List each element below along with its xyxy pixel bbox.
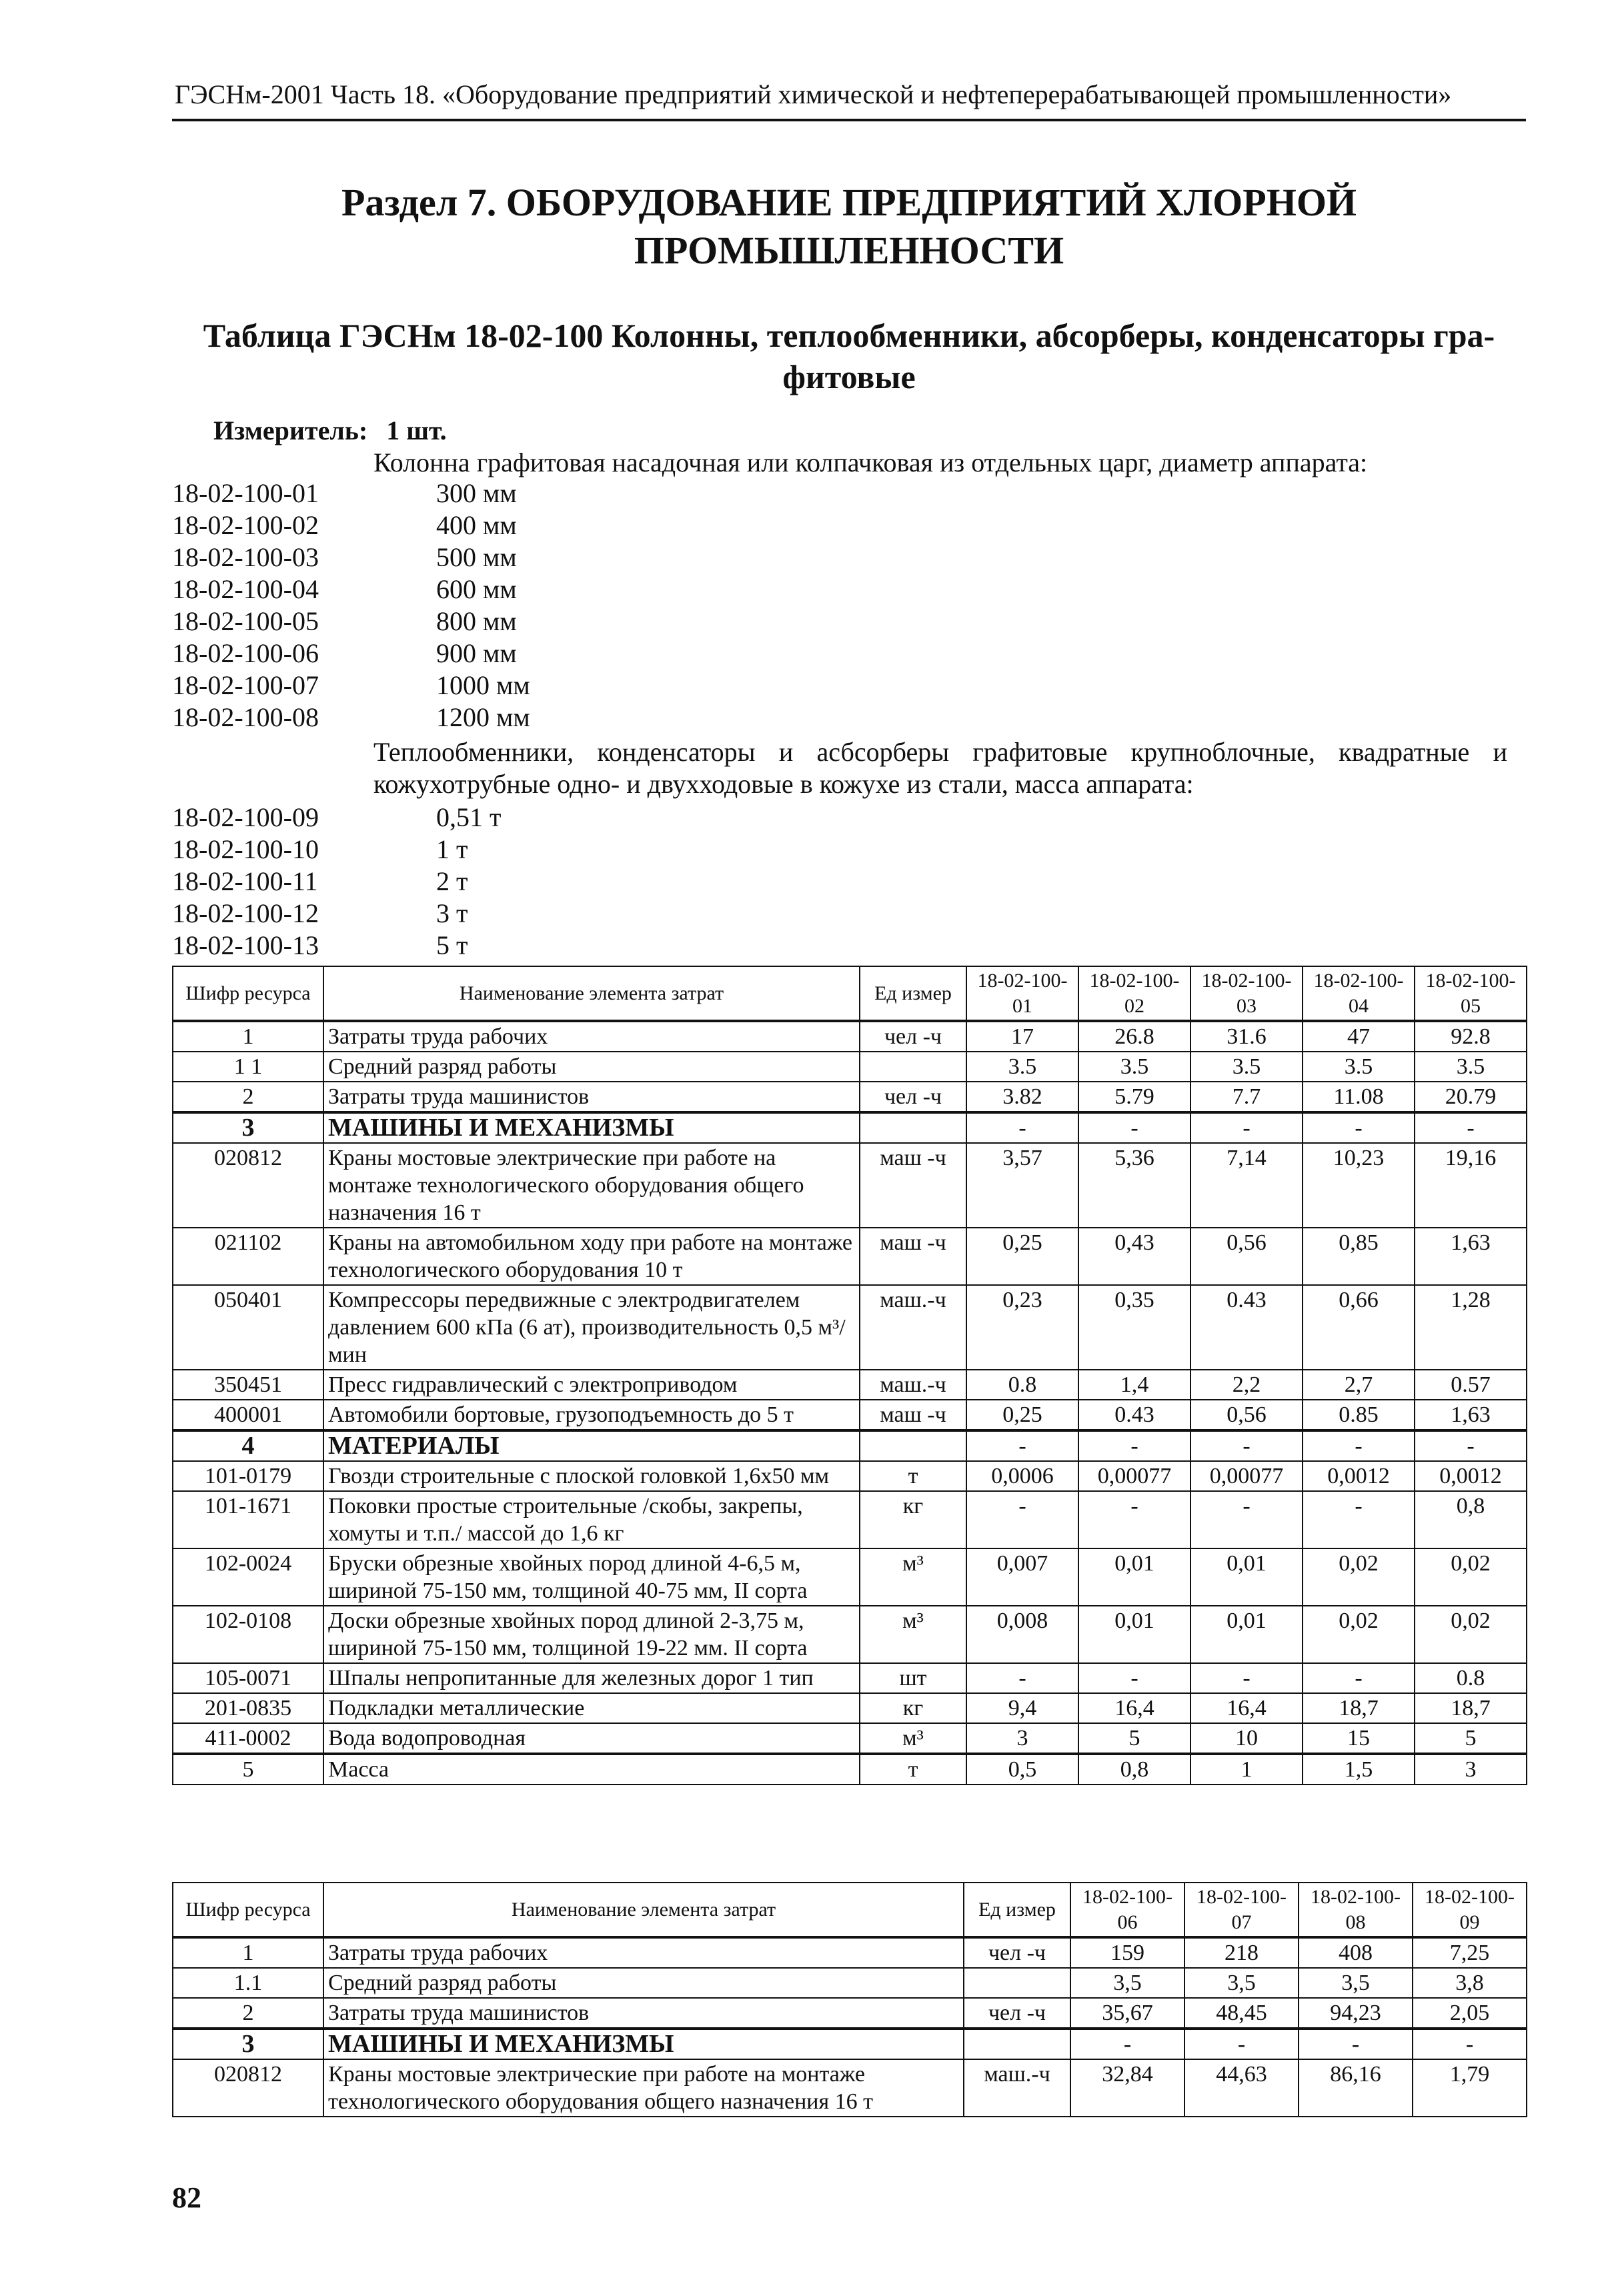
resource-code: 1.1	[173, 1968, 323, 1998]
value-cell: 3	[966, 1723, 1078, 1754]
value-cell: 3.5	[1078, 1052, 1190, 1082]
unit: м³	[860, 1548, 966, 1606]
value-cell: 1,5	[1303, 1754, 1415, 1785]
table-row	[173, 1693, 1527, 1723]
table-row	[173, 1606, 1527, 1663]
unit: чел -ч	[860, 1021, 966, 1052]
value-cell: -	[1078, 1430, 1190, 1461]
value-cell: 3.5	[1190, 1052, 1303, 1082]
table-row	[173, 1430, 1527, 1461]
value-cell: 0,56	[1190, 1400, 1303, 1430]
code-value: 1200 мм	[436, 702, 530, 732]
resource-code: 3	[173, 2029, 323, 2059]
value-cell: 9,4	[966, 1693, 1078, 1723]
table-header-cell: 18-02-100-07	[1184, 1883, 1299, 1937]
code: 18-02-100-05	[172, 606, 319, 636]
value-cell: 0,66	[1303, 1285, 1415, 1370]
cost-element: МАШИНЫ И МЕХАНИЗМЫ	[323, 2029, 964, 2059]
unit: чел -ч	[964, 1998, 1070, 2029]
resource-table-1	[172, 966, 1527, 1785]
value-cell: -	[1190, 1663, 1303, 1693]
code-value: 400 мм	[436, 510, 517, 540]
table-row	[173, 1663, 1527, 1693]
code: 18-02-100-03	[172, 542, 319, 572]
table-row	[173, 1723, 1527, 1754]
cost-element: Доски обрезные хвойных пород длиной 2-3,75 м, шириной 75-150 мм, толщиной 19-22 мм. II сорта	[323, 1606, 860, 1663]
code-value: 3 т	[436, 898, 468, 928]
table-header-cell: 18-02-100-04	[1303, 966, 1415, 1021]
value-cell: 44,63	[1184, 2059, 1299, 2117]
code-row	[172, 638, 517, 670]
cost-element: Шпалы непропитанные для железных дорог 1 тип	[323, 1663, 860, 1693]
value-cell: -	[1078, 1663, 1190, 1693]
value-cell: 47	[1303, 1021, 1415, 1052]
value-cell: 7,14	[1190, 1143, 1303, 1228]
value-cell: 0.8	[966, 1370, 1078, 1400]
code-row	[172, 866, 468, 898]
code: 18-02-100-12	[172, 898, 319, 928]
value-cell: 2,05	[1413, 1998, 1527, 2029]
value-cell: 16,4	[1190, 1693, 1303, 1723]
value-cell: 0,00077	[1190, 1461, 1303, 1491]
cost-element: Масса	[323, 1754, 860, 1785]
resource-code: 411-0002	[173, 1723, 323, 1754]
meter-label: Измеритель:	[213, 415, 368, 445]
value-cell: 0.43	[1190, 1285, 1303, 1370]
resource-code: 5	[173, 1754, 323, 1785]
unit	[964, 1968, 1070, 1998]
group-heading: Теплообменники, конденсаторы и асбсорберы графитовые крупноблочные, квадратные и кожухотрубные одно- и двухходовые в кожухе из стали, масса аппарата:	[373, 737, 1507, 799]
code: 18-02-100-10	[172, 834, 319, 864]
value-cell: 94,23	[1299, 1998, 1413, 2029]
value-cell: 0,02	[1303, 1548, 1415, 1606]
value-cell: 31.6	[1190, 1021, 1303, 1052]
code: 18-02-100-02	[172, 510, 319, 540]
table-row	[173, 1754, 1527, 1785]
value-cell: 0,23	[966, 1285, 1078, 1370]
value-cell: 0,85	[1303, 1228, 1415, 1285]
table-header-cell: Ед измер	[964, 1883, 1070, 1937]
table-header-cell: 18-02-100-03	[1190, 966, 1303, 1021]
code: 18-02-100-09	[172, 802, 319, 832]
unit: маш.-ч	[964, 2059, 1070, 2117]
value-cell: 10	[1190, 1723, 1303, 1754]
code: 18-02-100-13	[172, 930, 319, 960]
value-cell: 159	[1070, 1937, 1184, 1968]
code-row	[172, 670, 530, 702]
table-title	[172, 315, 1526, 397]
value-cell: 0,02	[1415, 1548, 1527, 1606]
value-cell: 3.5	[1303, 1052, 1415, 1082]
resource-code: 021102	[173, 1228, 323, 1285]
value-cell: -	[966, 1112, 1078, 1143]
value-cell: 26.8	[1078, 1021, 1190, 1052]
table-header-cell: Наименование элемента затрат	[323, 966, 860, 1021]
value-cell: 0,8	[1078, 1754, 1190, 1785]
value-cell: 1	[1190, 1754, 1303, 1785]
value-cell: 35,67	[1070, 1998, 1184, 2029]
value-cell: 7,25	[1413, 1937, 1527, 1968]
value-cell: 2,7	[1303, 1370, 1415, 1400]
value-cell: 0,0006	[966, 1461, 1078, 1491]
table-row	[173, 2029, 1527, 2059]
cost-element: Подкладки металлические	[323, 1693, 860, 1723]
value-cell: 0,8	[1415, 1491, 1527, 1548]
code-row	[172, 477, 517, 509]
unit: м³	[860, 1723, 966, 1754]
table-row	[173, 1998, 1527, 2029]
code-value: 500 мм	[436, 542, 517, 572]
value-cell: 218	[1184, 1937, 1299, 1968]
code: 18-02-100-04	[172, 574, 319, 604]
table-title-line: Таблица ГЭСНм 18-02-100 Колонны, теплообменники, абсорберы, конденсаторы гра-	[203, 317, 1495, 354]
page-number: 82	[172, 2181, 201, 2214]
cost-element: Вода водопроводная	[323, 1723, 860, 1754]
value-cell: 5	[1078, 1723, 1190, 1754]
cost-element: Средний разряд работы	[323, 1968, 964, 1998]
value-cell: 0,01	[1190, 1606, 1303, 1663]
value-cell: 0,25	[966, 1228, 1078, 1285]
value-cell: 0,007	[966, 1548, 1078, 1606]
value-cell: 1,28	[1415, 1285, 1527, 1370]
code-row	[172, 834, 468, 866]
section-title-line: ПРОМЫШЛЕННОСТИ	[634, 229, 1064, 272]
code-value: 900 мм	[436, 638, 517, 668]
resource-code: 1	[173, 1021, 323, 1052]
value-cell: -	[1413, 2029, 1527, 2059]
meter-value: 1 шт.	[386, 415, 447, 445]
cost-element: Краны на автомобильном ходу при работе на монтаже технологического оборудования 10 т	[323, 1228, 860, 1285]
unit	[860, 1430, 966, 1461]
cost-element: Бруски обрезные хвойных пород длиной 4-6,5 м, шириной 75-150 мм, толщиной 40-75 мм, II сорта	[323, 1548, 860, 1606]
value-cell: 19,16	[1415, 1143, 1527, 1228]
value-cell: -	[1190, 1491, 1303, 1548]
value-cell: -	[966, 1663, 1078, 1693]
table-row	[173, 1548, 1527, 1606]
table-header-cell: Наименование элемента затрат	[323, 1883, 964, 1937]
code-value: 800 мм	[436, 606, 517, 636]
code-row	[172, 509, 517, 541]
unit: чел -ч	[860, 1082, 966, 1112]
code-row	[172, 930, 468, 962]
code-row	[172, 702, 530, 734]
value-cell: -	[1303, 1663, 1415, 1693]
code-value: 300 мм	[436, 478, 517, 508]
value-cell: 3,8	[1413, 1968, 1527, 1998]
code-row	[172, 606, 517, 638]
unit	[860, 1052, 966, 1082]
unit: кг	[860, 1693, 966, 1723]
unit: маш.-ч	[860, 1370, 966, 1400]
value-cell: 32,84	[1070, 2059, 1184, 2117]
resource-code: 2	[173, 1082, 323, 1112]
value-cell: 1,63	[1415, 1228, 1527, 1285]
resource-code: 020812	[173, 1143, 323, 1228]
value-cell: 5.79	[1078, 1082, 1190, 1112]
code-row	[172, 898, 468, 930]
value-cell: 0,35	[1078, 1285, 1190, 1370]
code-value: 1 т	[436, 834, 468, 864]
cost-element: Автомобили бортовые, грузоподъемность до 5 т	[323, 1400, 860, 1430]
resource-code: 4	[173, 1430, 323, 1461]
value-cell: -	[1184, 2029, 1299, 2059]
value-cell: 0,02	[1303, 1606, 1415, 1663]
value-cell: 408	[1299, 1937, 1413, 1968]
value-cell: 0,01	[1078, 1606, 1190, 1663]
code-value: 600 мм	[436, 574, 517, 604]
resource-code: 102-0024	[173, 1548, 323, 1606]
meter	[213, 415, 466, 446]
value-cell: 48,45	[1184, 1998, 1299, 2029]
unit: м³	[860, 1606, 966, 1663]
value-cell: -	[1415, 1112, 1527, 1143]
cost-element: Затраты труда рабочих	[323, 1021, 860, 1052]
value-cell: 10,23	[1303, 1143, 1415, 1228]
table-row	[173, 1937, 1527, 1968]
section-title	[172, 179, 1526, 275]
cost-element: МАТЕРИАЛЫ	[323, 1430, 860, 1461]
value-cell: 0,25	[966, 1400, 1078, 1430]
value-cell: 0,56	[1190, 1228, 1303, 1285]
unit: маш -ч	[860, 1143, 966, 1228]
cost-element: МАШИНЫ И МЕХАНИЗМЫ	[323, 1112, 860, 1143]
code: 18-02-100-01	[172, 478, 319, 508]
resource-code: 1 1	[173, 1052, 323, 1082]
value-cell: 3,5	[1070, 1968, 1184, 1998]
table-row	[173, 1285, 1527, 1370]
unit: т	[860, 1461, 966, 1491]
code-row	[172, 802, 501, 834]
code-value: 1000 мм	[436, 670, 530, 700]
table-row	[173, 1228, 1527, 1285]
value-cell: 11.08	[1303, 1082, 1415, 1112]
table-header-cell: Шифр ресурса	[173, 966, 323, 1021]
table-header-cell: Шифр ресурса	[173, 1883, 323, 1937]
cost-element: Средний разряд работы	[323, 1052, 860, 1082]
value-cell: 2,2	[1190, 1370, 1303, 1400]
table-row	[173, 1052, 1527, 1082]
value-cell: -	[1303, 1491, 1415, 1548]
value-cell: 3,5	[1299, 1968, 1413, 1998]
value-cell: 3	[1415, 1754, 1527, 1785]
section-title-line: Раздел 7. ОБОРУДОВАНИЕ ПРЕДПРИЯТИЙ ХЛОРНОЙ	[341, 181, 1357, 224]
cost-element: Компрессоры передвижные с электродвигателем давлением 600 кПа (6 ат), производительность 0,5 м³/мин	[323, 1285, 860, 1370]
code-value: 0,51 т	[436, 802, 502, 832]
value-cell: 0,43	[1078, 1228, 1190, 1285]
unit	[860, 1112, 966, 1143]
header-rule	[172, 119, 1526, 121]
value-cell: 1,4	[1078, 1370, 1190, 1400]
value-cell: 3,57	[966, 1143, 1078, 1228]
value-cell: -	[1190, 1112, 1303, 1143]
table-header-cell: 18-02-100-02	[1078, 966, 1190, 1021]
cost-element: Затраты труда машинистов	[323, 1082, 860, 1112]
unit: маш.-ч	[860, 1285, 966, 1370]
table-row	[173, 1491, 1527, 1548]
code: 18-02-100-11	[172, 866, 318, 896]
code-row	[172, 573, 517, 606]
table-title-line: фитовые	[782, 358, 916, 395]
resource-code: 3	[173, 1112, 323, 1143]
table-row	[173, 1400, 1527, 1430]
value-cell: 15	[1303, 1723, 1415, 1754]
running-header: ГЭСНм-2001 Часть 18. «Оборудование предприятий химической и нефтеперерабатывающей промышленности»	[175, 79, 1452, 109]
value-cell: -	[1303, 1430, 1415, 1461]
table-row	[173, 2059, 1527, 2117]
unit: чел -ч	[964, 1937, 1070, 1968]
value-cell: 86,16	[1299, 2059, 1413, 2117]
code: 18-02-100-07	[172, 670, 319, 700]
value-cell: 5	[1415, 1723, 1527, 1754]
value-cell: -	[1070, 2029, 1184, 2059]
value-cell: 0,01	[1078, 1548, 1190, 1606]
value-cell: 0.8	[1415, 1663, 1527, 1693]
table-header-cell: 18-02-100-06	[1070, 1883, 1184, 1937]
cost-element: Пресс гидравлический с электроприводом	[323, 1370, 860, 1400]
cost-element: Поковки простые строительные /скобы, закрепы, хомуты и т.п./ массой до 1,6 кг	[323, 1491, 860, 1548]
resource-code: 350451	[173, 1370, 323, 1400]
resource-code: 105-0071	[173, 1663, 323, 1693]
value-cell: 0,01	[1190, 1548, 1303, 1606]
resource-code: 101-1671	[173, 1491, 323, 1548]
resource-code: 020812	[173, 2059, 323, 2117]
code-row	[172, 541, 517, 573]
unit: маш -ч	[860, 1228, 966, 1285]
value-cell: 16,4	[1078, 1693, 1190, 1723]
value-cell: 5,36	[1078, 1143, 1190, 1228]
unit: шт	[860, 1663, 966, 1693]
value-cell: 0,00077	[1078, 1461, 1190, 1491]
group-heading: Колонна графитовая насадочная или колпачковая из отдельных царг, диаметр аппарата:	[373, 447, 1368, 477]
table-row	[173, 1461, 1527, 1491]
table-row	[173, 1968, 1527, 1998]
resource-code: 201-0835	[173, 1693, 323, 1723]
value-cell: -	[966, 1491, 1078, 1548]
value-cell: 20.79	[1415, 1082, 1527, 1112]
resource-table-2	[172, 1882, 1527, 2117]
value-cell: 92.8	[1415, 1021, 1527, 1052]
cost-element: Краны мостовые электрические при работе на монтаже технологического оборудования общего назначения 16 т	[323, 2059, 964, 2117]
resource-code: 101-0179	[173, 1461, 323, 1491]
cost-element: Затраты труда рабочих	[323, 1937, 964, 1968]
value-cell: -	[1190, 1430, 1303, 1461]
code-value: 5 т	[436, 930, 468, 960]
resource-code: 2	[173, 1998, 323, 2029]
value-cell: 1,63	[1415, 1400, 1527, 1430]
unit: маш -ч	[860, 1400, 966, 1430]
table-row	[173, 1112, 1527, 1143]
code: 18-02-100-06	[172, 638, 319, 668]
table-row	[173, 1370, 1527, 1400]
value-cell: 0,02	[1415, 1606, 1527, 1663]
table-header-cell: Ед измер	[860, 966, 966, 1021]
value-cell: 3.5	[966, 1052, 1078, 1082]
value-cell: -	[1078, 1112, 1190, 1143]
value-cell: 1,79	[1413, 2059, 1527, 2117]
value-cell: -	[1078, 1491, 1190, 1548]
unit: т	[860, 1754, 966, 1785]
value-cell: -	[966, 1430, 1078, 1461]
table-header-cell: 18-02-100-05	[1415, 966, 1527, 1021]
unit: кг	[860, 1491, 966, 1548]
value-cell: 3,5	[1184, 1968, 1299, 1998]
table-row	[173, 1021, 1527, 1052]
value-cell: -	[1303, 1112, 1415, 1143]
table-header-cell: 18-02-100-08	[1299, 1883, 1413, 1937]
value-cell: -	[1415, 1430, 1527, 1461]
value-cell: 17	[966, 1021, 1078, 1052]
value-cell: 18,7	[1303, 1693, 1415, 1723]
value-cell: 3.82	[966, 1082, 1078, 1112]
unit	[964, 2029, 1070, 2059]
value-cell: 0.43	[1078, 1400, 1190, 1430]
value-cell: 18,7	[1415, 1693, 1527, 1723]
cost-element: Гвозди строительные с плоской головкой 1,6х50 мм	[323, 1461, 860, 1491]
value-cell: 0,0012	[1415, 1461, 1527, 1491]
value-cell: 3.5	[1415, 1052, 1527, 1082]
value-cell: 0.57	[1415, 1370, 1527, 1400]
value-cell: 0,0012	[1303, 1461, 1415, 1491]
resource-code: 050401	[173, 1285, 323, 1370]
table-header-cell: 18-02-100-01	[966, 966, 1078, 1021]
value-cell: 0.85	[1303, 1400, 1415, 1430]
value-cell: 0,5	[966, 1754, 1078, 1785]
resource-code: 400001	[173, 1400, 323, 1430]
value-cell: 7.7	[1190, 1082, 1303, 1112]
cost-element: Краны мостовые электрические при работе на монтаже технологического оборудования общего назначения 16 т	[323, 1143, 860, 1228]
resource-code: 102-0108	[173, 1606, 323, 1663]
code-value: 2 т	[436, 866, 468, 896]
value-cell: -	[1299, 2029, 1413, 2059]
resource-code: 1	[173, 1937, 323, 1968]
table-row	[173, 1082, 1527, 1112]
cost-element: Затраты труда машинистов	[323, 1998, 964, 2029]
code: 18-02-100-08	[172, 702, 319, 732]
value-cell: 0,008	[966, 1606, 1078, 1663]
table-header-cell: 18-02-100-09	[1413, 1883, 1527, 1937]
table-row	[173, 1143, 1527, 1228]
